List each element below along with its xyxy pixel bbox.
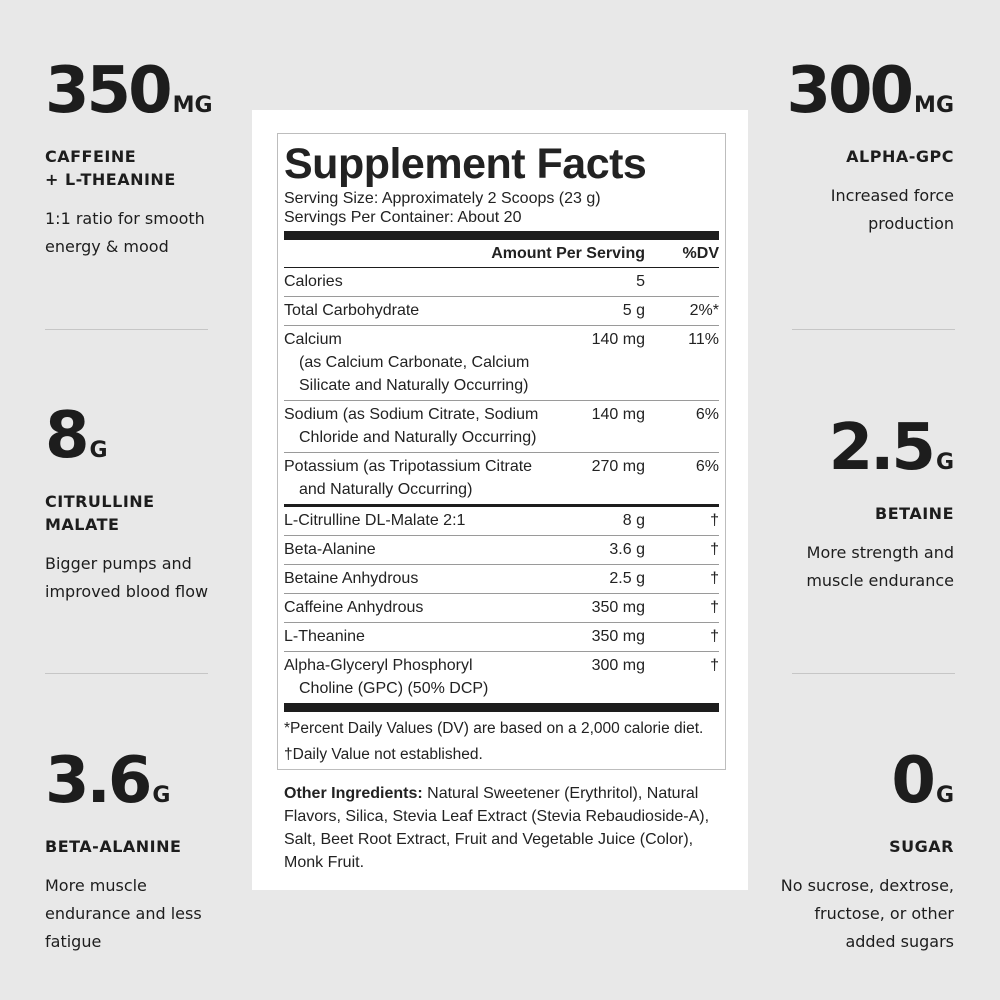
row-name-main: Beta-Alanine xyxy=(284,541,376,558)
nutrient-list xyxy=(284,268,719,504)
row-name-main: Calcium xyxy=(284,331,342,348)
row-amount: 2.5 g xyxy=(609,570,645,587)
row-name xyxy=(284,509,555,532)
divider xyxy=(45,329,208,330)
stat-value: 0 G xyxy=(891,744,954,818)
stat-label: BETA-ALANINE xyxy=(45,837,182,856)
facts-row xyxy=(284,623,719,652)
footnote-not-established: †Daily Value not established. xyxy=(284,746,483,763)
serving-size: Serving Size: Approximately 2 Scoops (23 g) xyxy=(284,190,601,207)
stat-value: 3.6 G xyxy=(45,744,171,818)
row-amount: 3.6 g xyxy=(609,541,645,558)
stat-description: Bigger pumps and improved blood flow xyxy=(45,554,209,601)
row-dv: † xyxy=(710,628,719,645)
row-name-sub: (as Calcium Carbonate, Calcium Silicate and Naturally Occurring) xyxy=(299,354,530,394)
divider xyxy=(792,329,955,330)
facts-row xyxy=(284,594,719,623)
stat-alpha-gpc xyxy=(786,54,954,238)
row-name xyxy=(284,270,555,293)
stat-label: CAFFEINE + L-THEANINE xyxy=(45,147,176,189)
other-ingredients-label: Other Ingredients: xyxy=(284,785,423,802)
facts-row xyxy=(284,297,719,326)
stat-value: 2.5 G xyxy=(828,411,954,485)
row-name-main: Calories xyxy=(284,273,343,290)
facts-row xyxy=(284,652,719,703)
stat-value: 8 G xyxy=(45,399,108,473)
stat-caffeine xyxy=(45,54,213,261)
facts-row xyxy=(284,453,719,504)
facts-row xyxy=(284,565,719,594)
stat-sugar xyxy=(780,744,954,956)
row-name-main: Potassium (as Tripotassium Citrate xyxy=(284,458,533,475)
stat-label: BETAINE xyxy=(875,504,954,523)
row-name xyxy=(284,299,555,322)
ingredient-list xyxy=(284,507,719,703)
row-name xyxy=(284,328,555,397)
row-name-sub: Choline (GPC) (50% DCP) xyxy=(299,680,489,697)
header-dv: %DV xyxy=(682,244,719,262)
row-dv: † xyxy=(710,570,719,587)
facts-row xyxy=(284,268,719,297)
other-ingredients-text: Natural Sweetener (Erythritol), Natural Flavors, Silica, Stevia Leaf Extract (Stevia Rebaudioside-A), Salt, Beet Root Extract, Fruit and Vegetable Juice (Color), Monk Fruit. xyxy=(284,785,710,871)
row-name-sub: and Naturally Occurring) xyxy=(299,481,473,498)
row-name xyxy=(284,455,555,501)
stat-label: CITRULLINE MALATE xyxy=(45,492,155,534)
row-name-main: L-Citrulline DL-Malate 2:1 xyxy=(284,512,466,529)
stat-betaine xyxy=(806,411,954,595)
stat-description: No sucrose, dextrose, fructose, or other added sugars xyxy=(780,876,954,951)
facts-row xyxy=(284,536,719,565)
row-name xyxy=(284,596,555,619)
stat-value: 350 MG xyxy=(45,54,213,128)
stat-value: 300 MG xyxy=(786,54,954,128)
row-dv: 11% xyxy=(688,331,719,348)
divider xyxy=(792,673,955,674)
row-dv: † xyxy=(710,512,719,529)
thick-rule xyxy=(284,703,719,712)
row-amount: 5 xyxy=(636,273,645,290)
row-name xyxy=(284,625,555,648)
stat-description: More strength and muscle endurance xyxy=(806,543,954,590)
supplement-card xyxy=(252,110,748,890)
facts-row xyxy=(284,401,719,453)
row-amount: 350 mg xyxy=(591,628,645,645)
row-name-main: Sodium (as Sodium Citrate, Sodium xyxy=(284,406,539,423)
row-dv: † xyxy=(710,541,719,558)
facts-row xyxy=(284,326,719,401)
footnote-dv: *Percent Daily Values (DV) are based on a 2,000 calorie diet. xyxy=(284,720,704,737)
row-dv: † xyxy=(710,657,719,674)
facts-row xyxy=(284,507,719,536)
row-amount: 300 mg xyxy=(591,657,645,674)
row-name xyxy=(284,403,555,449)
row-name-main: Alpha-Glyceryl Phosphoryl xyxy=(284,657,473,674)
row-dv: 6% xyxy=(695,406,719,423)
row-name-main: Betaine Anhydrous xyxy=(284,570,419,587)
stat-citrulline xyxy=(45,399,209,606)
row-amount: 350 mg xyxy=(591,599,645,616)
other-ingredients xyxy=(284,782,724,874)
stat-description: More muscle endurance and less fatigue xyxy=(45,876,202,951)
row-name-main: L-Theanine xyxy=(284,628,365,645)
row-amount: 140 mg xyxy=(591,406,645,423)
row-amount: 8 g xyxy=(622,512,645,529)
stat-label: ALPHA-GPC xyxy=(846,147,954,166)
row-name-main: Caffeine Anhydrous xyxy=(284,599,424,616)
facts-header-row xyxy=(284,240,719,268)
row-name xyxy=(284,654,555,700)
row-dv: 2%* xyxy=(689,302,719,319)
servings-per-container: Servings Per Container: About 20 xyxy=(284,209,522,226)
row-amount: 270 mg xyxy=(591,458,645,475)
row-amount: 5 g xyxy=(622,302,645,319)
row-name xyxy=(284,538,555,561)
header-amount: Amount Per Serving xyxy=(491,244,645,262)
stat-description: 1:1 ratio for smooth energy & mood xyxy=(45,209,205,256)
thick-rule xyxy=(284,231,719,240)
row-amount: 140 mg xyxy=(591,331,645,348)
divider xyxy=(45,673,208,674)
row-name xyxy=(284,567,555,590)
stat-label: SUGAR xyxy=(889,837,954,856)
row-dv: † xyxy=(710,599,719,616)
stat-description: Increased force production xyxy=(830,186,954,233)
supplement-facts-panel xyxy=(277,133,726,770)
row-name-sub: Chloride and Naturally Occurring) xyxy=(299,429,537,446)
row-dv xyxy=(645,270,719,293)
facts-title: Supplement Facts xyxy=(284,140,647,188)
row-dv: 6% xyxy=(695,458,719,475)
row-name-main: Total Carbohydrate xyxy=(284,302,420,319)
stat-beta-alanine xyxy=(45,744,202,956)
